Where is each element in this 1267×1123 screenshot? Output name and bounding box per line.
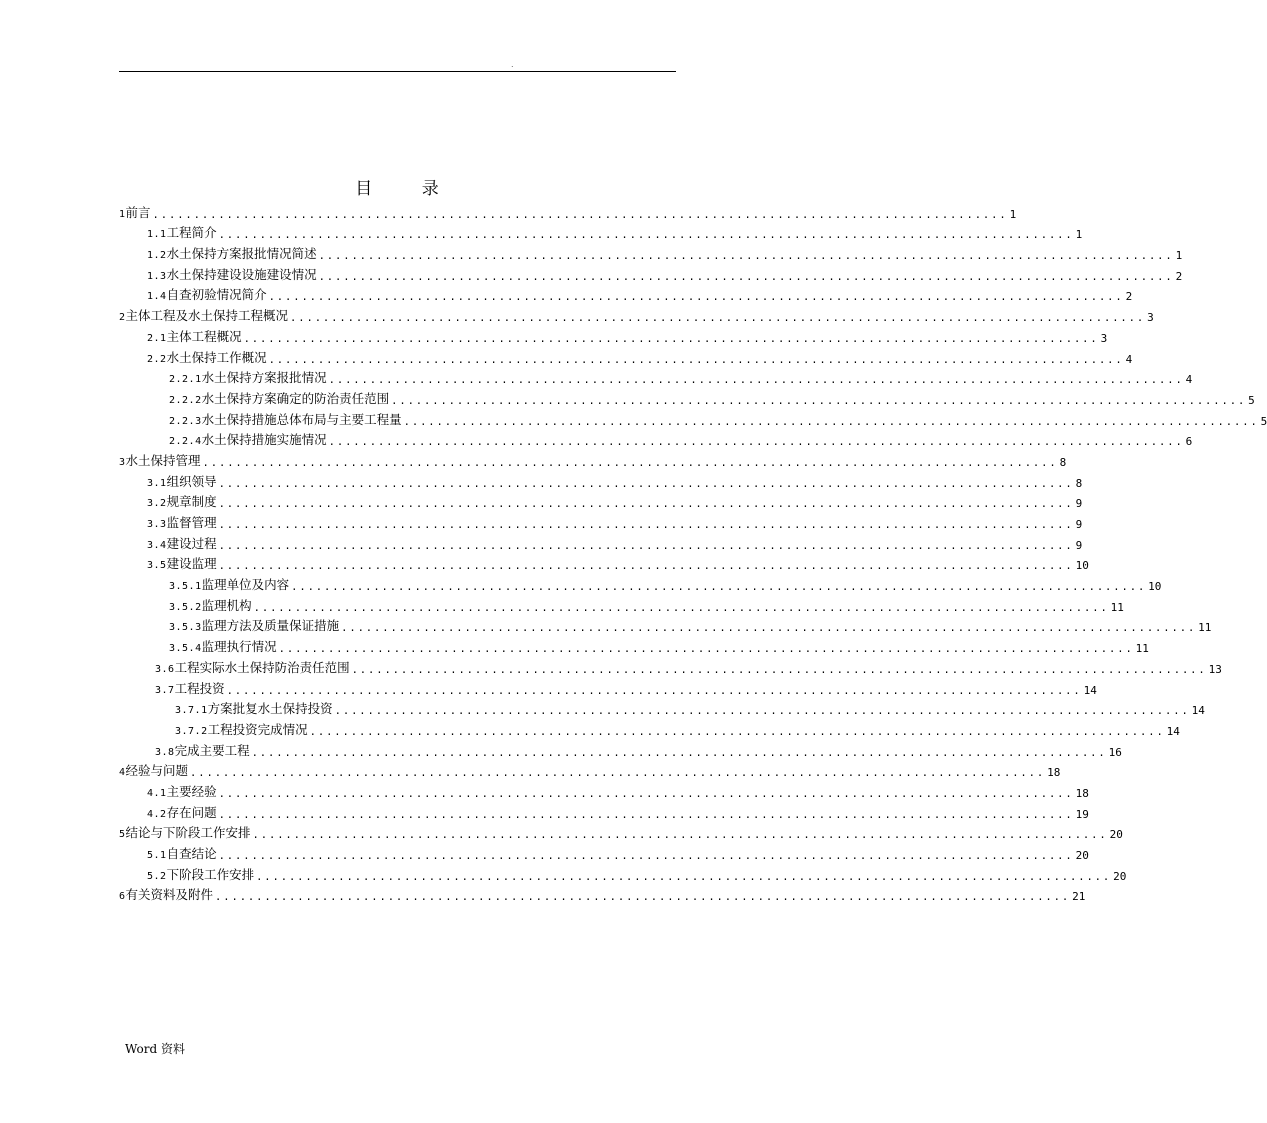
toc-entry-text: 工程投资完成情况 bbox=[207, 721, 308, 737]
toc-entry-number: 6 bbox=[119, 891, 126, 903]
dot-leader: ........................................................................................................ bbox=[218, 808, 1074, 821]
dot-leader: ........................................................................................................ bbox=[218, 850, 1074, 862]
toc-entry-page: 8 bbox=[1075, 476, 1083, 490]
toc-entry-number: 1.4 bbox=[147, 291, 167, 303]
dot-leader: ........................................................................................................ bbox=[318, 270, 1174, 283]
toc-entry-page: 3 bbox=[1147, 311, 1154, 325]
toc-entry[interactable] bbox=[119, 513, 1083, 534]
toc-entry-number: 3.7.1 bbox=[175, 705, 208, 717]
toc-entry[interactable] bbox=[119, 782, 1089, 803]
toc-entry-label bbox=[147, 473, 217, 493]
toc-entry-text: 自查结论 bbox=[166, 846, 217, 861]
dot-leader: ........................................................................................................ bbox=[341, 622, 1197, 635]
dot-leader: ........................................................................................................ bbox=[256, 870, 1112, 883]
dot-leader: ........................................................................................................ bbox=[318, 250, 1174, 263]
toc-entry-page: 1 bbox=[1009, 207, 1017, 221]
toc-entry-label bbox=[119, 824, 251, 844]
toc-entry[interactable] bbox=[119, 265, 1183, 286]
dot-leader: ........................................................................................................ bbox=[328, 374, 1184, 387]
header-mark: . bbox=[511, 60, 514, 69]
toc-entry-label bbox=[119, 762, 188, 782]
dot-leader: ........................................................................................................ bbox=[328, 436, 1184, 449]
toc-entry-page: 18 bbox=[1047, 766, 1061, 780]
toc-entry-text: 方案批复水土保持投资 bbox=[207, 701, 333, 717]
dot-leader: ........................................................................................................ bbox=[351, 663, 1207, 676]
toc-entry-number: 4.2 bbox=[147, 808, 167, 820]
toc-entry[interactable] bbox=[119, 327, 1108, 348]
toc-entry-text: 组织领导 bbox=[166, 473, 217, 489]
toc-entry-number: 2.2 bbox=[147, 353, 167, 365]
toc-entry-text: 监理单位及内容 bbox=[201, 577, 290, 593]
toc-entry[interactable] bbox=[119, 348, 1133, 369]
dot-leader: ........................................................................................................ bbox=[391, 394, 1247, 407]
toc-entry[interactable] bbox=[119, 637, 1149, 658]
toc-entry-label bbox=[169, 617, 339, 637]
dot-leader: ........................................................................................................ bbox=[268, 291, 1124, 304]
toc-entry-number: 4.1 bbox=[147, 787, 167, 799]
toc-entry-label bbox=[169, 411, 402, 431]
dot-leader: ........................................................................................................ bbox=[190, 767, 1046, 780]
toc-entry-text: 存在问题 bbox=[166, 804, 217, 820]
toc-entry[interactable] bbox=[119, 203, 1017, 224]
toc-entry[interactable] bbox=[119, 534, 1083, 555]
dot-leader: ........................................................................................................ bbox=[290, 312, 1146, 325]
toc-entry-text: 监理机构 bbox=[201, 597, 252, 613]
dot-leader: ........................................................................................................ bbox=[253, 601, 1109, 614]
toc-entry-text: 建设监理 bbox=[166, 556, 217, 572]
toc-entry[interactable] bbox=[119, 555, 1089, 576]
toc-entry-label bbox=[119, 886, 213, 906]
toc-entry-text: 工程投资 bbox=[174, 680, 225, 696]
toc-entry-label bbox=[147, 535, 217, 555]
toc-entry-number: 3.2 bbox=[147, 498, 167, 510]
toc-entry-number: 3.7 bbox=[155, 684, 175, 696]
toc-entry[interactable] bbox=[119, 803, 1089, 824]
table-of-contents bbox=[119, 203, 1267, 906]
toc-entry-page: 5 bbox=[1260, 414, 1267, 428]
toc-entry-page: 14 bbox=[1191, 704, 1205, 718]
toc-entry-page: 9 bbox=[1075, 518, 1083, 531]
toc-entry[interactable] bbox=[119, 369, 1193, 390]
toc-entry-text: 水土保持措施总体布局与主要工程量 bbox=[201, 411, 402, 427]
toc-entry-text: 监督管理 bbox=[166, 515, 217, 530]
dot-leader: ........................................................................................................ bbox=[218, 519, 1074, 531]
toc-entry[interactable] bbox=[119, 886, 1086, 907]
toc-entry-label bbox=[119, 307, 288, 327]
toc-entry-text: 水土保持方案确定的防治责任范围 bbox=[201, 390, 390, 406]
dot-leader: ........................................................................................................ bbox=[309, 725, 1165, 738]
toc-entry[interactable] bbox=[119, 431, 1193, 452]
toc-entry-label bbox=[169, 390, 389, 410]
toc-entry-page: 11 bbox=[1110, 600, 1124, 614]
toc-entry-label bbox=[169, 431, 327, 451]
toc-entry-label bbox=[147, 804, 217, 824]
toc-entry-text: 主体工程及水土保持工程概况 bbox=[125, 308, 289, 324]
toc-entry-number: 3.5.4 bbox=[169, 643, 202, 655]
toc-entry-text: 监理执行情况 bbox=[201, 639, 277, 655]
toc-entry-text: 建设过程 bbox=[166, 535, 217, 551]
toc-entry-text: 水土保持建设设施建设情况 bbox=[166, 266, 317, 282]
toc-entry-text: 规章制度 bbox=[166, 494, 217, 510]
toc-entry-label bbox=[147, 845, 217, 865]
toc-entry[interactable] bbox=[119, 865, 1127, 886]
toc-entry-label bbox=[175, 700, 333, 720]
toc-entry-page: 1 bbox=[1175, 249, 1183, 263]
toc-entry-number: 3.8 bbox=[155, 746, 175, 758]
toc-entry-page: 6 bbox=[1185, 435, 1193, 449]
toc-entry-label bbox=[155, 659, 350, 679]
toc-entry-label bbox=[169, 638, 277, 658]
dot-leader: ........................................................................................................ bbox=[218, 787, 1074, 800]
toc-entry-number: 2.2.1 bbox=[169, 374, 202, 386]
toc-entry-label bbox=[147, 555, 217, 575]
toc-entry[interactable] bbox=[119, 493, 1083, 514]
toc-entry-text: 水土保持方案报批情况 bbox=[201, 370, 327, 386]
dot-leader: ........................................................................................................ bbox=[218, 539, 1074, 552]
toc-entry-number: 1.2 bbox=[147, 250, 167, 262]
toc-entry-page: 19 bbox=[1075, 807, 1089, 821]
toc-entry[interactable] bbox=[119, 389, 1255, 410]
toc-entry-number: 3.5 bbox=[147, 560, 167, 572]
dot-leader: ........................................................................................................ bbox=[252, 829, 1108, 842]
toc-entry-text: 水土保持管理 bbox=[125, 452, 201, 468]
toc-entry[interactable] bbox=[119, 762, 1061, 783]
toc-entry-number: 2.2.2 bbox=[169, 394, 202, 406]
toc-entry-label bbox=[175, 721, 308, 741]
dot-leader: ........................................................................................................ bbox=[278, 643, 1134, 656]
toc-entry-text: 水土保持方案报批情况简述 bbox=[166, 246, 317, 262]
toc-entry-number: 2.2.3 bbox=[169, 415, 202, 427]
toc-entry-label bbox=[147, 349, 267, 369]
toc-entry-page: 13 bbox=[1208, 662, 1222, 676]
toc-entry-number: 4 bbox=[119, 767, 126, 779]
toc-entry-text: 经验与问题 bbox=[125, 763, 189, 779]
toc-entry-number: 3.6 bbox=[155, 663, 175, 675]
toc-entry[interactable] bbox=[119, 617, 1212, 638]
toc-entry-label bbox=[147, 866, 254, 886]
toc-entry[interactable] bbox=[119, 410, 1267, 431]
toc-entry-label bbox=[147, 493, 217, 513]
toc-entry-text: 工程简介 bbox=[166, 225, 217, 241]
toc-entry-number: 5.2 bbox=[147, 870, 167, 882]
toc-entry-page: 1 bbox=[1075, 228, 1083, 242]
toc-entry-label bbox=[169, 597, 252, 617]
toc-entry[interactable] bbox=[119, 844, 1089, 865]
toc-entry-page: 10 bbox=[1148, 580, 1162, 594]
toc-entry-label bbox=[155, 680, 225, 700]
toc-entry-text: 自查初验情况简介 bbox=[166, 287, 267, 303]
toc-entry[interactable] bbox=[119, 451, 1067, 472]
toc-entry-page: 20 bbox=[1109, 828, 1123, 842]
toc-entry-label bbox=[119, 204, 151, 224]
toc-entry[interactable] bbox=[119, 824, 1123, 845]
toc-entry-number: 3 bbox=[119, 456, 126, 468]
toc-entry-number: 5 bbox=[119, 829, 126, 841]
toc-entry-number: 3.4 bbox=[147, 539, 167, 551]
toc-entry-page: 14 bbox=[1166, 724, 1180, 738]
toc-entry-text: 前言 bbox=[125, 204, 151, 220]
dot-leader: ........................................................................................................ bbox=[291, 581, 1147, 594]
dot-leader: ........................................................................................................ bbox=[226, 684, 1082, 697]
toc-entry[interactable] bbox=[119, 679, 1097, 700]
dot-leader: ........................................................................................................ bbox=[251, 746, 1107, 759]
toc-entry-page: 11 bbox=[1198, 621, 1212, 635]
toc-entry-page: 8 bbox=[1059, 455, 1067, 469]
header-rule bbox=[119, 71, 676, 72]
dot-leader: ........................................................................................................ bbox=[243, 332, 1099, 345]
toc-entry-label bbox=[119, 452, 201, 472]
toc-entry-number: 2 bbox=[119, 312, 126, 324]
toc-entry-text: 完成主要工程 bbox=[174, 742, 250, 758]
toc-entry-text: 下阶段工作安排 bbox=[166, 866, 255, 882]
toc-entry-number: 3.1 bbox=[147, 477, 167, 489]
toc-entry[interactable] bbox=[119, 741, 1122, 762]
toc-entry-number: 3.5.3 bbox=[169, 622, 202, 634]
toc-entry-number: 5.1 bbox=[147, 850, 167, 861]
toc-entry-page: 2 bbox=[1125, 290, 1133, 304]
toc-entry[interactable] bbox=[119, 224, 1083, 245]
toc-entry-text: 工程实际水土保持防治责任范围 bbox=[174, 659, 350, 675]
toc-entry-label bbox=[147, 783, 217, 803]
dot-leader: ........................................................................................................ bbox=[218, 560, 1074, 573]
toc-entry-page: 4 bbox=[1125, 352, 1133, 366]
toc-entry-number: 3.3 bbox=[147, 519, 167, 530]
toc-entry-label bbox=[147, 514, 217, 534]
dot-leader: ........................................................................................................ bbox=[202, 456, 1058, 469]
toc-entry-page: 20 bbox=[1113, 869, 1127, 883]
toc-entry-page: 11 bbox=[1135, 642, 1149, 656]
toc-entry-page: 18 bbox=[1075, 786, 1089, 800]
toc-entry-number: 3.5.1 bbox=[169, 581, 202, 593]
toc-entry-page: 5 bbox=[1248, 393, 1255, 407]
dot-leader: ........................................................................................................ bbox=[268, 353, 1124, 366]
toc-entry-label bbox=[147, 245, 317, 265]
toc-entry-page: 14 bbox=[1083, 683, 1097, 697]
dot-leader: ........................................................................................................ bbox=[218, 229, 1074, 242]
toc-entry-label bbox=[169, 369, 327, 389]
toc-entry-label bbox=[147, 328, 242, 348]
toc-entry-number: 1 bbox=[119, 208, 126, 220]
dot-leader: ........................................................................................................ bbox=[334, 705, 1190, 718]
toc-entry-page: 21 bbox=[1072, 890, 1086, 904]
toc-entry[interactable] bbox=[119, 472, 1083, 493]
toc-entry-label bbox=[155, 742, 250, 762]
toc-entry-page: 20 bbox=[1075, 849, 1089, 862]
toc-entry-label bbox=[147, 224, 217, 244]
toc-entry-text: 水土保持措施实施情况 bbox=[201, 432, 327, 448]
toc-entry[interactable] bbox=[119, 244, 1183, 265]
toc-entry-page: 2 bbox=[1175, 269, 1183, 283]
dot-leader: ........................................................................................................ bbox=[215, 891, 1071, 904]
toc-title: 目 录 bbox=[355, 179, 461, 199]
toc-entry-text: 有关资料及附件 bbox=[125, 887, 214, 903]
toc-entry-page: 10 bbox=[1075, 559, 1089, 573]
toc-entry[interactable] bbox=[119, 286, 1133, 307]
toc-entry-text: 水土保持工作概况 bbox=[166, 349, 267, 365]
toc-entry-number: 3.7.2 bbox=[175, 725, 208, 737]
toc-entry-number: 2.1 bbox=[147, 332, 167, 344]
toc-entry-number: 2.2.4 bbox=[169, 436, 202, 448]
toc-entry-text: 结论与下阶段工作安排 bbox=[125, 825, 251, 841]
toc-entry-text: 监理方法及质量保证措施 bbox=[201, 618, 340, 634]
toc-entry-page: 16 bbox=[1108, 745, 1122, 759]
toc-entry-number: 1.3 bbox=[147, 270, 167, 282]
toc-entry-page: 9 bbox=[1075, 497, 1083, 511]
toc-entry[interactable] bbox=[119, 575, 1162, 596]
toc-entry-page: 3 bbox=[1100, 331, 1108, 345]
toc-entry[interactable] bbox=[119, 720, 1180, 741]
footer-text: Word 资料 bbox=[125, 1042, 185, 1056]
toc-entry-label bbox=[147, 266, 317, 286]
dot-leader: ........................................................................................................ bbox=[403, 415, 1259, 428]
toc-entry[interactable] bbox=[119, 306, 1154, 327]
toc-entry-text: 主要经验 bbox=[166, 783, 217, 799]
toc-entry-number: 3.5.2 bbox=[169, 601, 202, 613]
toc-entry-page: 9 bbox=[1075, 538, 1083, 552]
toc-entry[interactable] bbox=[119, 658, 1222, 679]
toc-entry-label bbox=[169, 576, 289, 596]
dot-leader: ........................................................................................................ bbox=[152, 208, 1008, 221]
toc-entry[interactable] bbox=[119, 596, 1124, 617]
dot-leader: ........................................................................................................ bbox=[218, 498, 1074, 511]
toc-entry-page: 4 bbox=[1185, 373, 1193, 387]
dot-leader: ........................................................................................................ bbox=[218, 477, 1074, 490]
toc-entry-label bbox=[147, 286, 267, 306]
toc-entry-text: 主体工程概况 bbox=[166, 328, 242, 344]
toc-entry[interactable] bbox=[119, 700, 1205, 721]
toc-entry-number: 1.1 bbox=[147, 229, 167, 241]
